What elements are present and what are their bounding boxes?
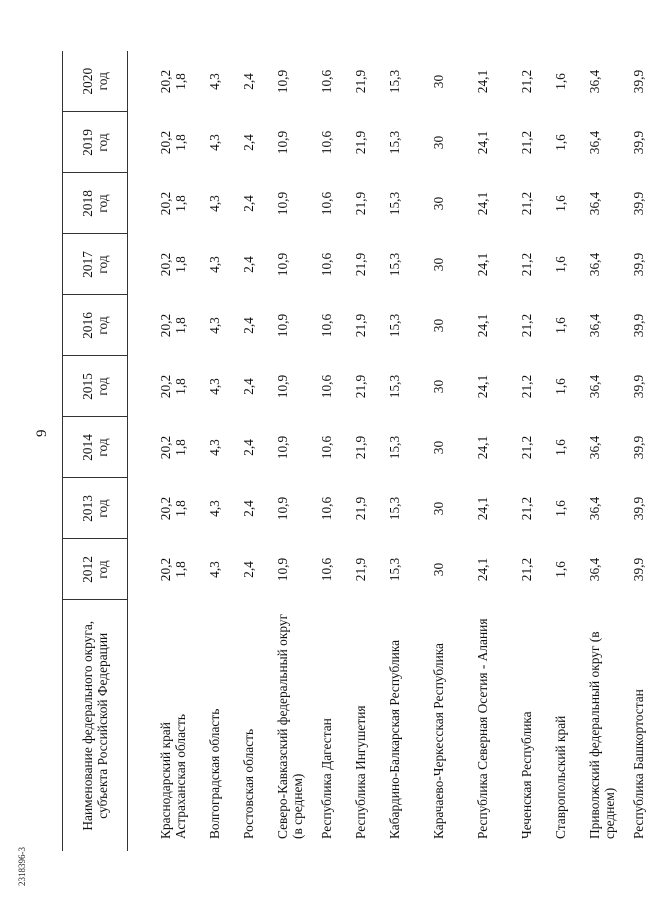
table-row (431, 51, 475, 851)
table-row (275, 51, 319, 851)
table-row (387, 51, 431, 851)
row-value-2017: 2,4 (241, 256, 256, 273)
row-value-2020: 24,1 (475, 69, 490, 94)
row-value-2019: 36,4 (587, 130, 602, 155)
row-value-2020: 2,4 (241, 73, 256, 90)
table-row (631, 51, 665, 851)
row-value-2020: 21,2 (519, 69, 534, 94)
row-value-2015: 4,3 (207, 378, 222, 395)
row-value-2019: 24,1 (475, 130, 490, 155)
row-value-2018: 24,1 (475, 191, 490, 216)
row-value-2019: 21,9 (353, 130, 368, 155)
row-value-2015: 10,6 (319, 374, 334, 399)
table-row (319, 51, 353, 851)
row-value-2014: 2,4 (241, 439, 256, 456)
row-value-2016: 10,9 (275, 313, 290, 338)
row-region-name: Республика Дагестан (319, 718, 334, 839)
row-value-2012: 30 (431, 562, 446, 577)
row-value-2016: 30 (431, 318, 446, 333)
row-value-2015: 36,4 (587, 374, 602, 399)
row-value-2017: 30 (431, 257, 446, 272)
row-value-2018: 10,6 (319, 191, 334, 216)
header-year-2020: 2020 год (63, 51, 128, 112)
row-value-2015: 30 (431, 379, 446, 394)
row-value-2017: 36,4 (587, 252, 602, 277)
table-row (173, 51, 207, 851)
header-year-2018: 2018 год (63, 173, 128, 234)
row-value-2019: 30 (431, 135, 446, 150)
row-region-name: Ростовская область (241, 728, 256, 839)
table-header-row (63, 51, 128, 851)
header-year-2019: 2019 год (63, 112, 128, 173)
row-value-2017: 4,3 (207, 256, 222, 273)
row-value-2014: 10,6 (319, 435, 334, 460)
row-value-2015: 21,2 (519, 374, 534, 399)
table-row (353, 51, 387, 851)
row-value-2014: 39,9 (631, 435, 646, 460)
table-row (587, 51, 631, 851)
row-value-2013: 30 (431, 501, 446, 516)
table-row (553, 51, 587, 851)
row-value-2013: 20,2 (158, 496, 173, 521)
row-value-2017: 21,9 (353, 252, 368, 277)
row-value-2018: 1,8 (173, 195, 188, 212)
row-region-name: Республика Башкортостан (631, 689, 646, 839)
row-value-2017: 10,6 (319, 252, 334, 277)
row-value-2018: 21,9 (353, 191, 368, 216)
row-value-2015: 20,2 (158, 374, 173, 399)
row-value-2013: 4,3 (207, 500, 222, 517)
row-value-2015: 15,3 (387, 374, 402, 399)
row-value-2014: 4,3 (207, 439, 222, 456)
table-row (207, 51, 241, 851)
row-value-2013: 24,1 (475, 496, 490, 521)
row-value-2018: 15,3 (387, 191, 402, 216)
row-region-name: Ставропольский край (553, 715, 568, 839)
row-value-2012: 21,9 (353, 557, 368, 582)
row-value-2016: 39,9 (631, 313, 646, 338)
row-value-2015: 21,9 (353, 374, 368, 399)
row-value-2012: 36,4 (587, 557, 602, 582)
row-value-2013: 2,4 (241, 500, 256, 517)
row-value-2013: 1,8 (173, 500, 188, 517)
table-row (128, 51, 174, 851)
table-row (519, 51, 553, 851)
row-value-2012: 39,9 (631, 557, 646, 582)
row-value-2016: 21,2 (519, 313, 534, 338)
row-region-name: Волгоградская область (207, 708, 222, 839)
row-value-2020: 39,9 (631, 69, 646, 94)
row-value-2019: 39,9 (631, 130, 646, 155)
row-value-2020: 30 (431, 74, 446, 89)
row-region-name: Карачаево-Черкесская Республика (431, 643, 446, 839)
row-value-2018: 2,4 (241, 195, 256, 212)
row-value-2019: 1,6 (553, 134, 568, 151)
header-year-2013: 2013 год (63, 478, 128, 539)
row-value-2016: 24,1 (475, 313, 490, 338)
row-value-2012: 24,1 (475, 557, 490, 582)
row-value-2020: 1,6 (553, 73, 568, 90)
row-value-2019: 21,2 (519, 130, 534, 155)
row-value-2016: 1,6 (553, 317, 568, 334)
row-value-2016: 1,8 (173, 317, 188, 334)
row-region-name: Республика Ингушетия (353, 705, 368, 839)
header-year-2017: 2017 год (63, 234, 128, 295)
row-value-2014: 30 (431, 440, 446, 455)
data-table (62, 51, 665, 851)
row-value-2013: 39,9 (631, 496, 646, 521)
row-value-2020: 1,8 (173, 73, 188, 90)
row-value-2020: 10,6 (319, 69, 334, 94)
row-value-2014: 1,8 (173, 439, 188, 456)
row-value-2017: 39,9 (631, 252, 646, 277)
table-row (241, 51, 275, 851)
row-region-name: Астраханская область (173, 714, 188, 839)
row-value-2018: 21,2 (519, 191, 534, 216)
row-value-2013: 36,4 (587, 496, 602, 521)
row-value-2012: 1,8 (173, 561, 188, 578)
row-value-2016: 36,4 (587, 313, 602, 338)
row-value-2012: 10,6 (319, 557, 334, 582)
row-value-2018: 36,4 (587, 191, 602, 216)
row-value-2017: 1,6 (553, 256, 568, 273)
row-region-name: Чеченская Республика (519, 711, 534, 839)
row-region-name: Республика Северная Осетия - Алания (475, 618, 490, 839)
row-value-2014: 21,9 (353, 435, 368, 460)
row-value-2018: 1,6 (553, 195, 568, 212)
row-value-2020: 15,3 (387, 69, 402, 94)
row-value-2017: 1,8 (173, 256, 188, 273)
row-value-2019: 15,3 (387, 130, 402, 155)
header-year-2012: 2012 год (63, 539, 128, 600)
row-value-2020: 10,9 (275, 69, 290, 94)
row-value-2015: 39,9 (631, 374, 646, 399)
row-value-2015: 2,4 (241, 378, 256, 395)
row-value-2019: 10,6 (319, 130, 334, 155)
row-value-2020: 4,3 (207, 73, 222, 90)
row-value-2012: 10,9 (275, 557, 290, 582)
row-value-2014: 15,3 (387, 435, 402, 460)
document-stamp: 2318396-3 (17, 847, 27, 886)
header-year-2014: 2014 год (63, 417, 128, 478)
row-value-2014: 36,4 (587, 435, 602, 460)
table-row (475, 51, 519, 851)
row-value-2014: 24,1 (475, 435, 490, 460)
row-value-2016: 4,3 (207, 317, 222, 334)
rotated-table-container (62, 51, 646, 851)
row-value-2020: 21,9 (353, 69, 368, 94)
row-value-2013: 21,9 (353, 496, 368, 521)
row-value-2012: 2,4 (241, 561, 256, 578)
row-value-2020: 36,4 (587, 69, 602, 94)
row-region-name: Кабардино-Балкарская Республика (387, 639, 402, 839)
row-value-2013: 10,9 (275, 496, 290, 521)
row-value-2012: 4,3 (207, 561, 222, 578)
row-value-2016: 21,9 (353, 313, 368, 338)
row-value-2013: 15,3 (387, 496, 402, 521)
row-value-2016: 20,2 (158, 313, 173, 338)
row-value-2013: 10,6 (319, 496, 334, 521)
row-value-2018: 4,3 (207, 195, 222, 212)
header-name-column: Наименование федерального округа, субъекта Российской Федерации (63, 600, 128, 851)
row-value-2012: 21,2 (519, 557, 534, 582)
row-value-2014: 21,2 (519, 435, 534, 460)
row-value-2020: 20,2 (158, 69, 173, 94)
row-value-2015: 10,9 (275, 374, 290, 399)
row-value-2012: 20,2 (158, 557, 173, 582)
row-region-name: Приволжский федеральный округ (в среднем) (587, 631, 617, 839)
row-value-2016: 15,3 (387, 313, 402, 338)
row-value-2017: 10,9 (275, 252, 290, 277)
row-region-name: Северо-Кавказский федеральный округ (в среднем) (275, 613, 305, 839)
row-value-2015: 24,1 (475, 374, 490, 399)
row-value-2014: 10,9 (275, 435, 290, 460)
row-value-2012: 1,6 (553, 561, 568, 578)
row-value-2015: 1,8 (173, 378, 188, 395)
page-number: 9 (34, 429, 50, 437)
row-value-2018: 10,9 (275, 191, 290, 216)
row-value-2019: 10,9 (275, 130, 290, 155)
row-value-2014: 20,2 (158, 435, 173, 460)
row-value-2013: 1,6 (553, 500, 568, 517)
table-body (128, 51, 665, 851)
row-value-2019: 4,3 (207, 134, 222, 151)
row-region-name: Краснодарский край (158, 722, 173, 839)
row-value-2012: 15,3 (387, 557, 402, 582)
row-value-2017: 20,2 (158, 252, 173, 277)
row-value-2017: 24,1 (475, 252, 490, 277)
header-year-2016: 2016 год (63, 295, 128, 356)
row-value-2017: 15,3 (387, 252, 402, 277)
row-value-2014: 1,6 (553, 439, 568, 456)
row-value-2017: 21,2 (519, 252, 534, 277)
row-value-2016: 10,6 (319, 313, 334, 338)
row-value-2015: 1,6 (553, 378, 568, 395)
row-value-2018: 30 (431, 196, 446, 211)
row-value-2018: 20,2 (158, 191, 173, 216)
row-value-2018: 39,9 (631, 191, 646, 216)
header-year-2015: 2015 год (63, 356, 128, 417)
row-value-2019: 1,8 (173, 134, 188, 151)
row-value-2013: 21,2 (519, 496, 534, 521)
row-value-2019: 2,4 (241, 134, 256, 151)
row-value-2016: 2,4 (241, 317, 256, 334)
row-value-2019: 20,2 (158, 130, 173, 155)
